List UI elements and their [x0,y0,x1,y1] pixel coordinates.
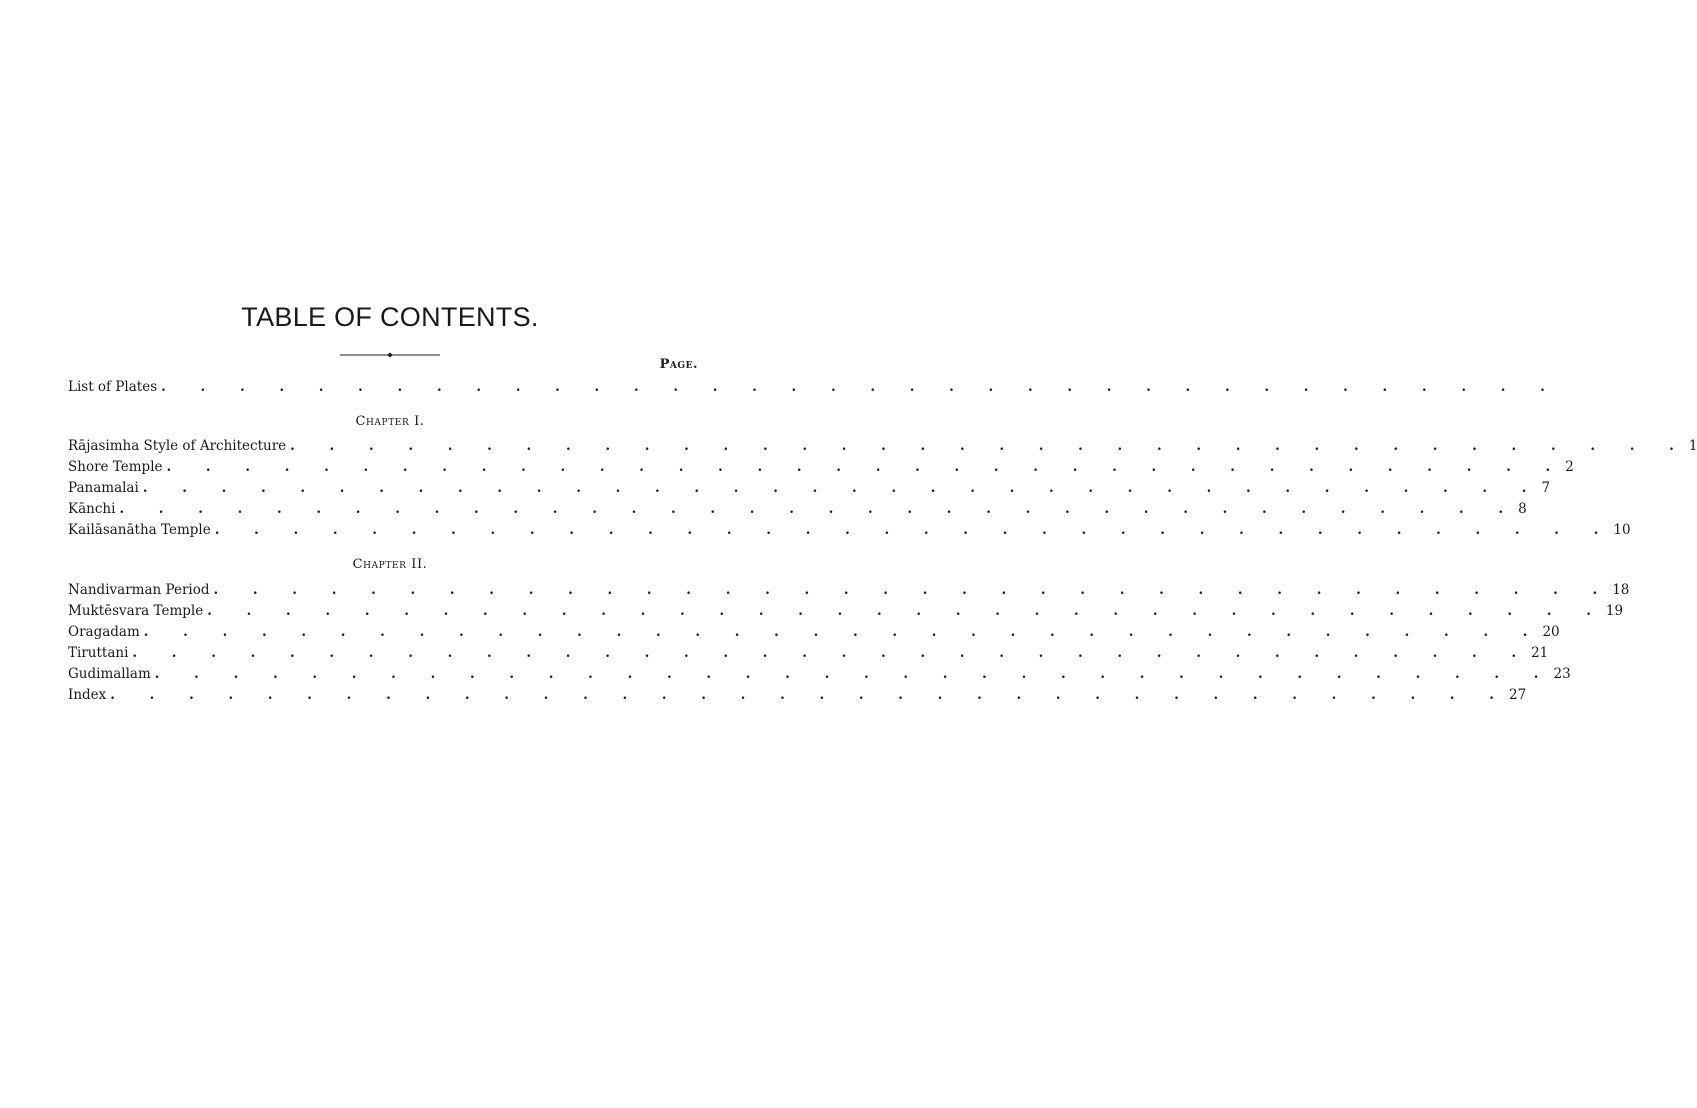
toc-entry-page: 19 [1605,603,1624,619]
toc-entry-label: Kailāsanātha Temple [68,522,211,538]
toc-entry-page: 8 [1518,501,1527,517]
toc-entry-label: Panamalai [68,480,139,496]
toc-entry[interactable] [68,501,1527,521]
toc-leader-dots: . . . . . . . . . . . . . . . . . . . . . . . . . . . . . . . . . . . . [161,379,1560,395]
toc-entry[interactable] [68,582,1630,602]
title-ornament [340,352,440,358]
toc-entry[interactable] [68,624,1560,644]
toc-entry[interactable] [68,480,1551,500]
toc-entry[interactable] [68,687,1527,707]
toc-leader-dots: . . . . . . . . . . . . . . . . . . . . . . . . . . . . . . . . . . . . [110,687,1509,703]
toc-entry-page: 2 [1565,459,1574,475]
toc-entry[interactable] [68,645,1549,665]
toc-leader-dots: . . . . . . . . . . . . . . . . . . . . . . . . . . . . . . . . . . . . [143,624,1543,640]
toc-entry-label: Tiruttani [68,645,129,661]
toc-leader-dots: . . . . . . . . . . . . . . . . . . . . . . . . . . . . . . . . . . . . [119,501,1519,517]
toc-entry[interactable] [68,666,1571,686]
toc-entry-label: Gudimallam [68,666,151,682]
toc-entry-page: 20 [1542,624,1560,640]
toc-entry-page: 1 [1688,438,1697,454]
toc-entry[interactable] [68,603,1624,623]
toc-entry[interactable] [68,522,1631,542]
toc-entry-list-of-plates[interactable] [68,379,1560,399]
toc-entry-page: 21 [1531,645,1549,661]
toc-entry-label: Shore Temple [68,459,163,475]
toc-entry-label: Muktēsvara Temple [68,603,204,619]
toc-entry-page: 10 [1613,522,1631,538]
toc-entry-page: 27 [1508,687,1527,703]
toc-leader-dots: . . . . . . . . . . . . . . . . . . . . . . . . . . . . . . . . . . . . [142,480,1542,496]
toc-entry-page: 23 [1553,666,1571,682]
toc-leader-dots: . . . . . . . . . . . . . . . . . . . . . . . . . . . . . . . . . . . . [154,666,1554,682]
toc-leader-dots: . . . . . . . . . . . . . . . . . . . . . . . . . . . . . . . . . . . . [166,459,1566,475]
toc-entry[interactable] [68,438,1697,458]
toc-entry-label: Index [68,687,107,703]
toc-entry-label: Rājasimha Style of Architecture [68,438,287,454]
toc-entry[interactable] [68,459,1574,479]
toc-entry-label: Oragadam [68,624,140,640]
toc-leader-dots: . . . . . . . . . . . . . . . . . . . . . . . . . . . . . . . . . . . . [290,438,1689,454]
toc-entry-label: Kānchi [68,501,116,517]
page-title: TABLE OF CONTENTS. [241,302,539,332]
page-column-header: Page. [659,357,698,372]
toc-leader-dots: . . . . . . . . . . . . . . . . . . . . . . . . . . . . . . . . . . . . [214,522,1614,538]
toc-leader-dots: . . . . . . . . . . . . . . . . . . . . . . . . . . . . . . . . . . . . [132,645,1532,661]
chapter-heading-2: Chapter II. [352,557,428,572]
chapter-heading-1: Chapter I. [355,414,425,429]
toc-leader-dots: . . . . . . . . . . . . . . . . . . . . . . . . . . . . . . . . . . . . [207,603,1606,619]
toc-entry-page: 18 [1612,582,1630,598]
toc-leader-dots: . . . . . . . . . . . . . . . . . . . . . . . . . . . . . . . . . . . . [213,582,1613,598]
toc-entry-label: List of Plates [68,379,158,395]
toc-entry-label: Nandivarman Period [68,582,210,598]
toc-entry-page: 7 [1541,480,1551,496]
